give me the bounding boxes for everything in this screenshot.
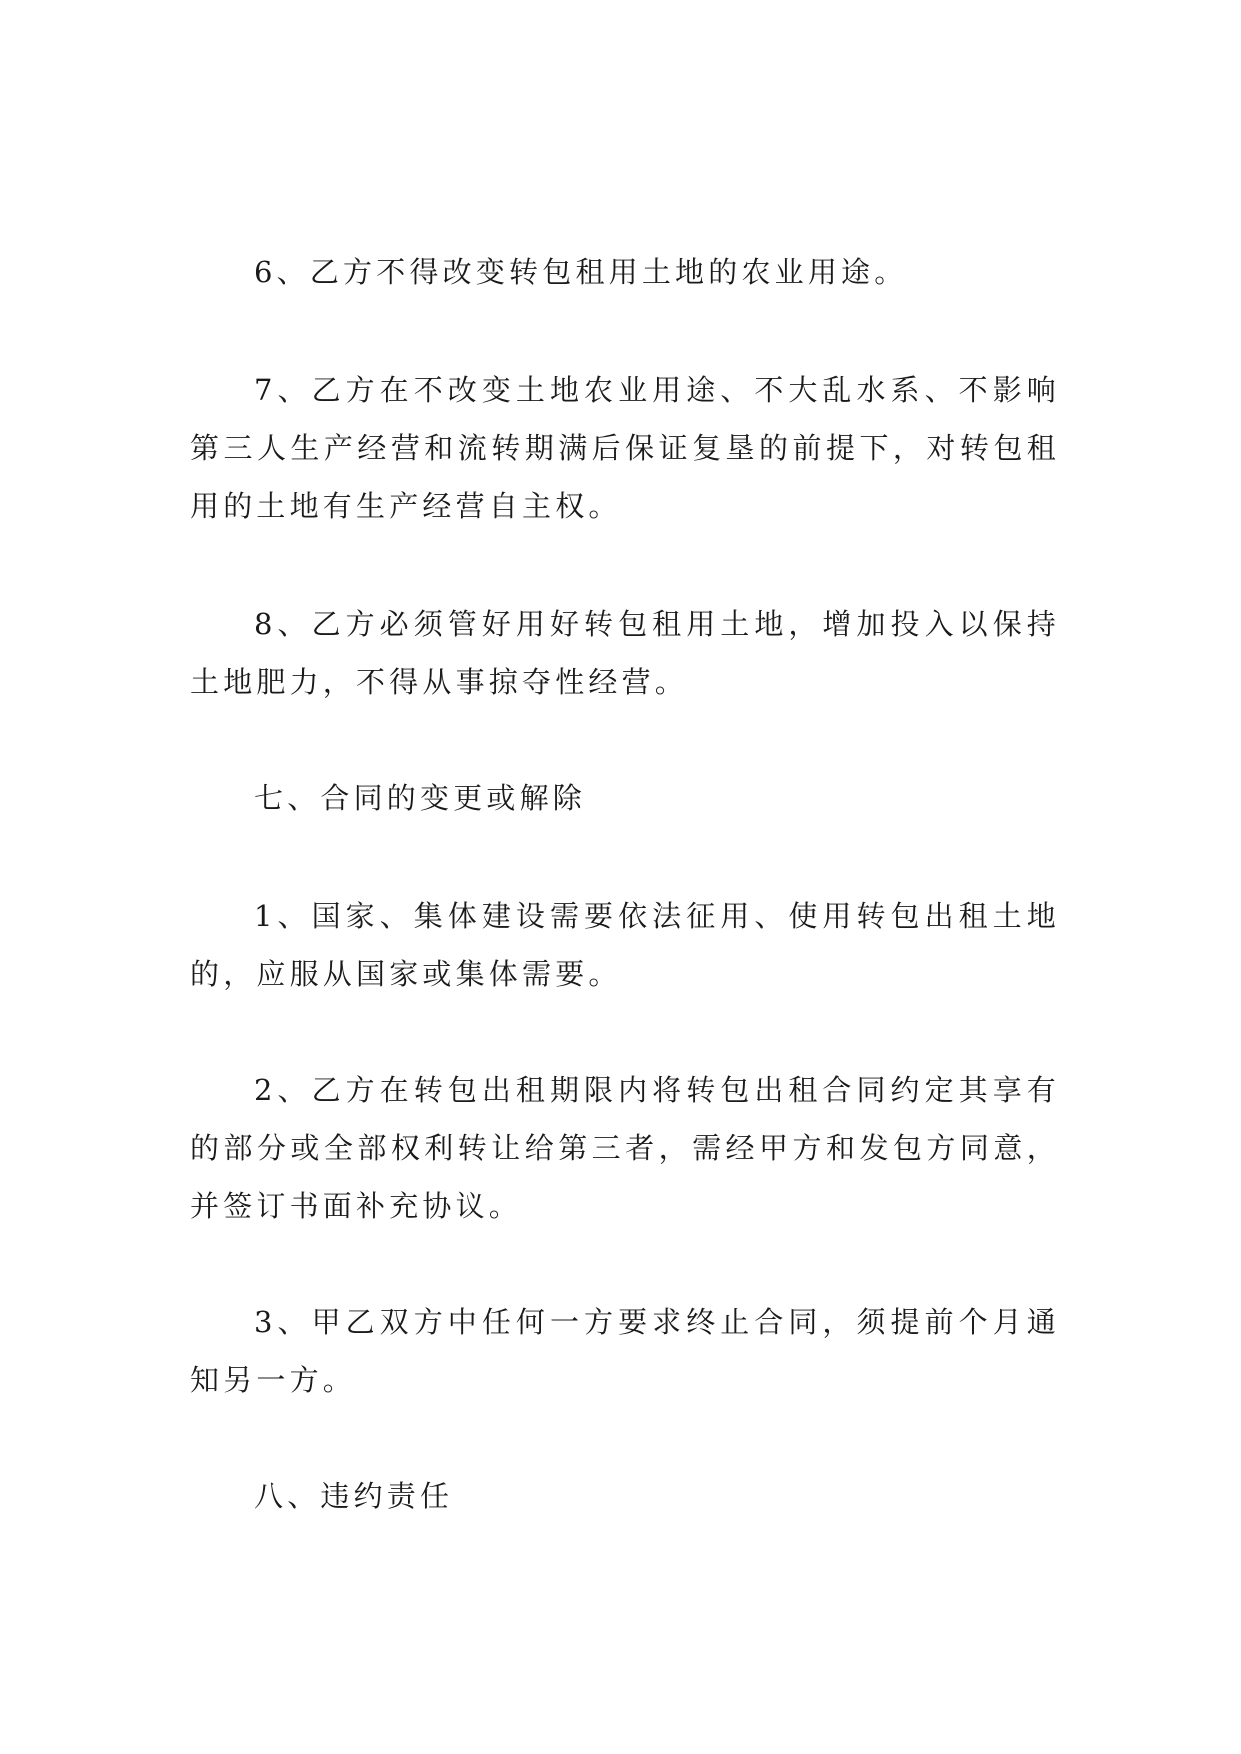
section-7-clause-3-paragraph: 3、甲乙双方中任何一方要求终止合同，须提前个月通知另一方。 <box>190 1305 1060 1397</box>
section-7-heading: 七、合同的变更或解除 <box>254 781 587 815</box>
clause-8-paragraph: 8、乙方必须管好用好转包租用土地，增加投入以保持土地肥力，不得从事掠夺性经营。 <box>190 607 1060 699</box>
section-8-heading: 八、违约责任 <box>254 1479 454 1513</box>
clause-6-paragraph: 6、乙方不得改变转包租用土地的农业用途。 <box>254 255 908 289</box>
section-7-clause-1-paragraph: 1、国家、集体建设需要依法征用、使用转包出租土地的，应服从国家或集体需要。 <box>190 899 1060 991</box>
clause-7-paragraph: 7、乙方在不改变土地农业用途、不大乱水系、不影响第三人生产经营和流转期满后保证复垦的前提下，对转包租用的土地有生产经营自主权。 <box>190 373 1060 523</box>
section-7-clause-2-paragraph: 2、乙方在转包出租期限内将转包出租合同约定其享有的部分或全部权利转让给第三者，需经甲方和发包方同意，并签订书面补充协议。 <box>190 1073 1060 1223</box>
